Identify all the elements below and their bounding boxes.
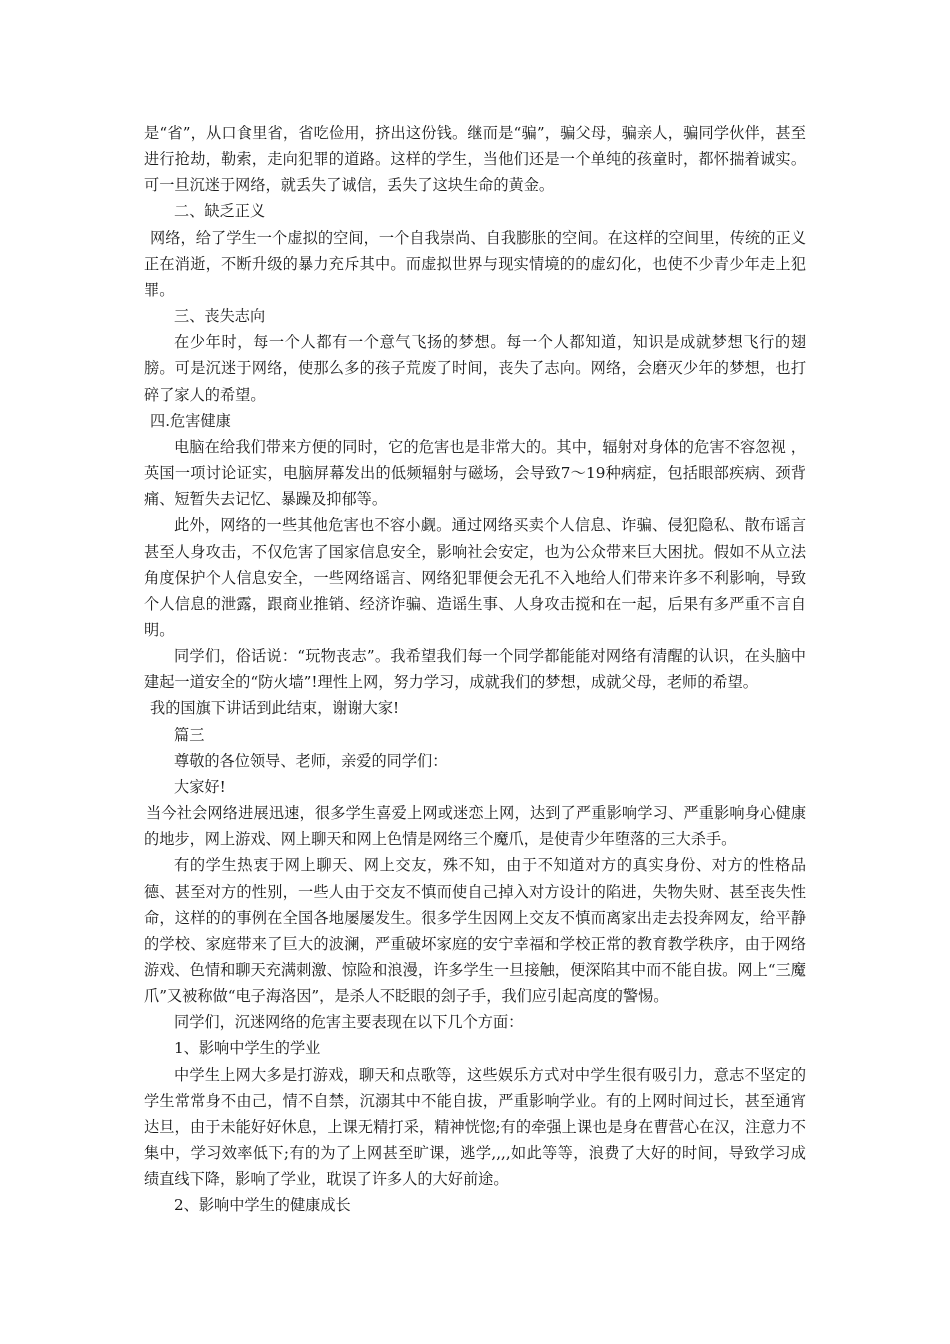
paragraph: 此外，网络的一些其他危害也不容小觑。通过网络买卖个人信息、诈骗、侵犯隐私、散布谣言甚至人身攻击，不仅危害了国家信息安全，影响社会安定，也为公众带来巨大困扰。假如不从立法角度保护个人信息安全，一些网络谣言、网络犯罪便会无孔不入地给人们带来许多不利影响，导致个人信息的泄露，跟商业推销、经济诈骗、造谣生事、人身攻击搅和在一起，后果有多严重不言自明。 xyxy=(144,516,806,639)
paragraph: 同学们，俗话说：“玩物丧志”。我希望我们每一个同学都能能对网络有清醒的认识，在头脑中建起一道安全的“防火墙”!理性上网，努力学习，成就我们的梦想，成就父母，老师的希望。 xyxy=(144,647,806,692)
paragraph: 网络，给了学生一个虚拟的空间，一个自我崇尚、自我膨胀的空间。在这样的空间里，传统的正义正在消逝，不断升级的暴力充斥其中。而虚拟世界与现实情境的的虚幻化，也使不少青少年走上犯罪。 xyxy=(144,228,806,299)
paragraph: 中学生上网大多是打游戏，聊天和点歌等，这些娱乐方式对中学生很有吸引力，意志不坚定的学生常常身不由己，情不自禁，沉溺其中不能自拔，严重影响学业。有的上网时间过长，甚至通宵达旦，由于未能好好休息，上课无精打采，精神恍惚;有的牵强上课也是身在曹营心在汉，注意力不集中，学习效率低下;有的为了上网甚至旷课，逃学,,,,如此等等，浪费了大好的时间，导致学习成绩直线下降，影响了学业，耽误了许多人的大好前途。 xyxy=(144,1065,806,1189)
paragraph: 同学们，沉迷网络的危害主要表现在以下几个方面： xyxy=(174,1013,524,1032)
section-heading: 1、影响中学生的学业 xyxy=(174,1039,321,1058)
section-heading: 四.危害健康 xyxy=(150,411,231,430)
paragraph: 当今社会网络进展迅速，很多学生喜爱上网或迷恋上网，达到了严重影响学习、严重影响身心健康的地步，网上游戏、网上聊天和网上色情是网络三个魔爪，是使青少年堕落的三大杀手。 xyxy=(144,804,806,849)
paragraph: 我的国旗下讲话到此结束，谢谢大家! xyxy=(150,699,400,718)
paragraph: 是“省”，从口食里省，省吃俭用，挤出这份钱。继而是“骗”，骗父母，骗亲人，骗同学伙伴，甚至进行抢劫，勒索，走向犯罪的道路。这样的学生，当他们还是一个单纯的孩童时，都怀揣着诚实。可一旦沉迷于网络，就丢失了诚信，丢失了这块生命的黄金。 xyxy=(144,124,806,195)
section-heading: 2、影响中学生的健康成长 xyxy=(174,1196,351,1215)
section-title: 篇三 xyxy=(174,725,205,744)
section-heading: 三、丧失志向 xyxy=(174,307,266,326)
paragraph: 在少年时，每一个人都有一个意气飞扬的梦想。每一个人都知道，知识是成就梦想飞行的翅膀。可是沉迷于网络，使那么多的孩子荒废了时间，丧失了志向。网络，会磨灭少年的梦想，也打碎了家人的希望。 xyxy=(144,333,806,404)
salutation: 尊敬的各位领导、老师，亲爱的同学们： xyxy=(174,751,448,770)
section-heading: 二、缺乏正义 xyxy=(174,202,266,221)
greeting: 大家好! xyxy=(174,777,226,796)
document-body xyxy=(144,120,806,1219)
paragraph: 电脑在给我们带来方便的同时，它的危害也是非常大的。其中，辐射对身体的危害不容忽视 ，英国一项讨论证实，电脑屏幕发出的低频辐射与磁场，会导致7～19种病症，包括眼部疾病、颈背痛、短暂失去记忆、暴躁及抑郁等。 xyxy=(144,437,806,509)
paragraph: 有的学生热衷于网上聊天、网上交友，殊不知，由于不知道对方的真实身份、对方的性格品德、甚至对方的性别，一些人由于交友不慎而使自己掉入对方设计的陷进，失物失财、甚至丧失性命，这样的的事例在全国各地屡屡发生。很多学生因网上交友不慎而离家出走去投奔网友，给平静的学校、家庭带来了巨大的波澜，严重破坏家庭的安宁幸福和学校正常的教育教学秩序，由于网络游戏、色情和聊天充满刺激、惊险和浪漫，许多学生一旦接触，便深陷其中而不能自拔。网上“三魔爪”又被称做“电子海洛因”，是杀人不眨眼的刽子手，我们应引起高度的警惕。 xyxy=(144,856,806,1006)
